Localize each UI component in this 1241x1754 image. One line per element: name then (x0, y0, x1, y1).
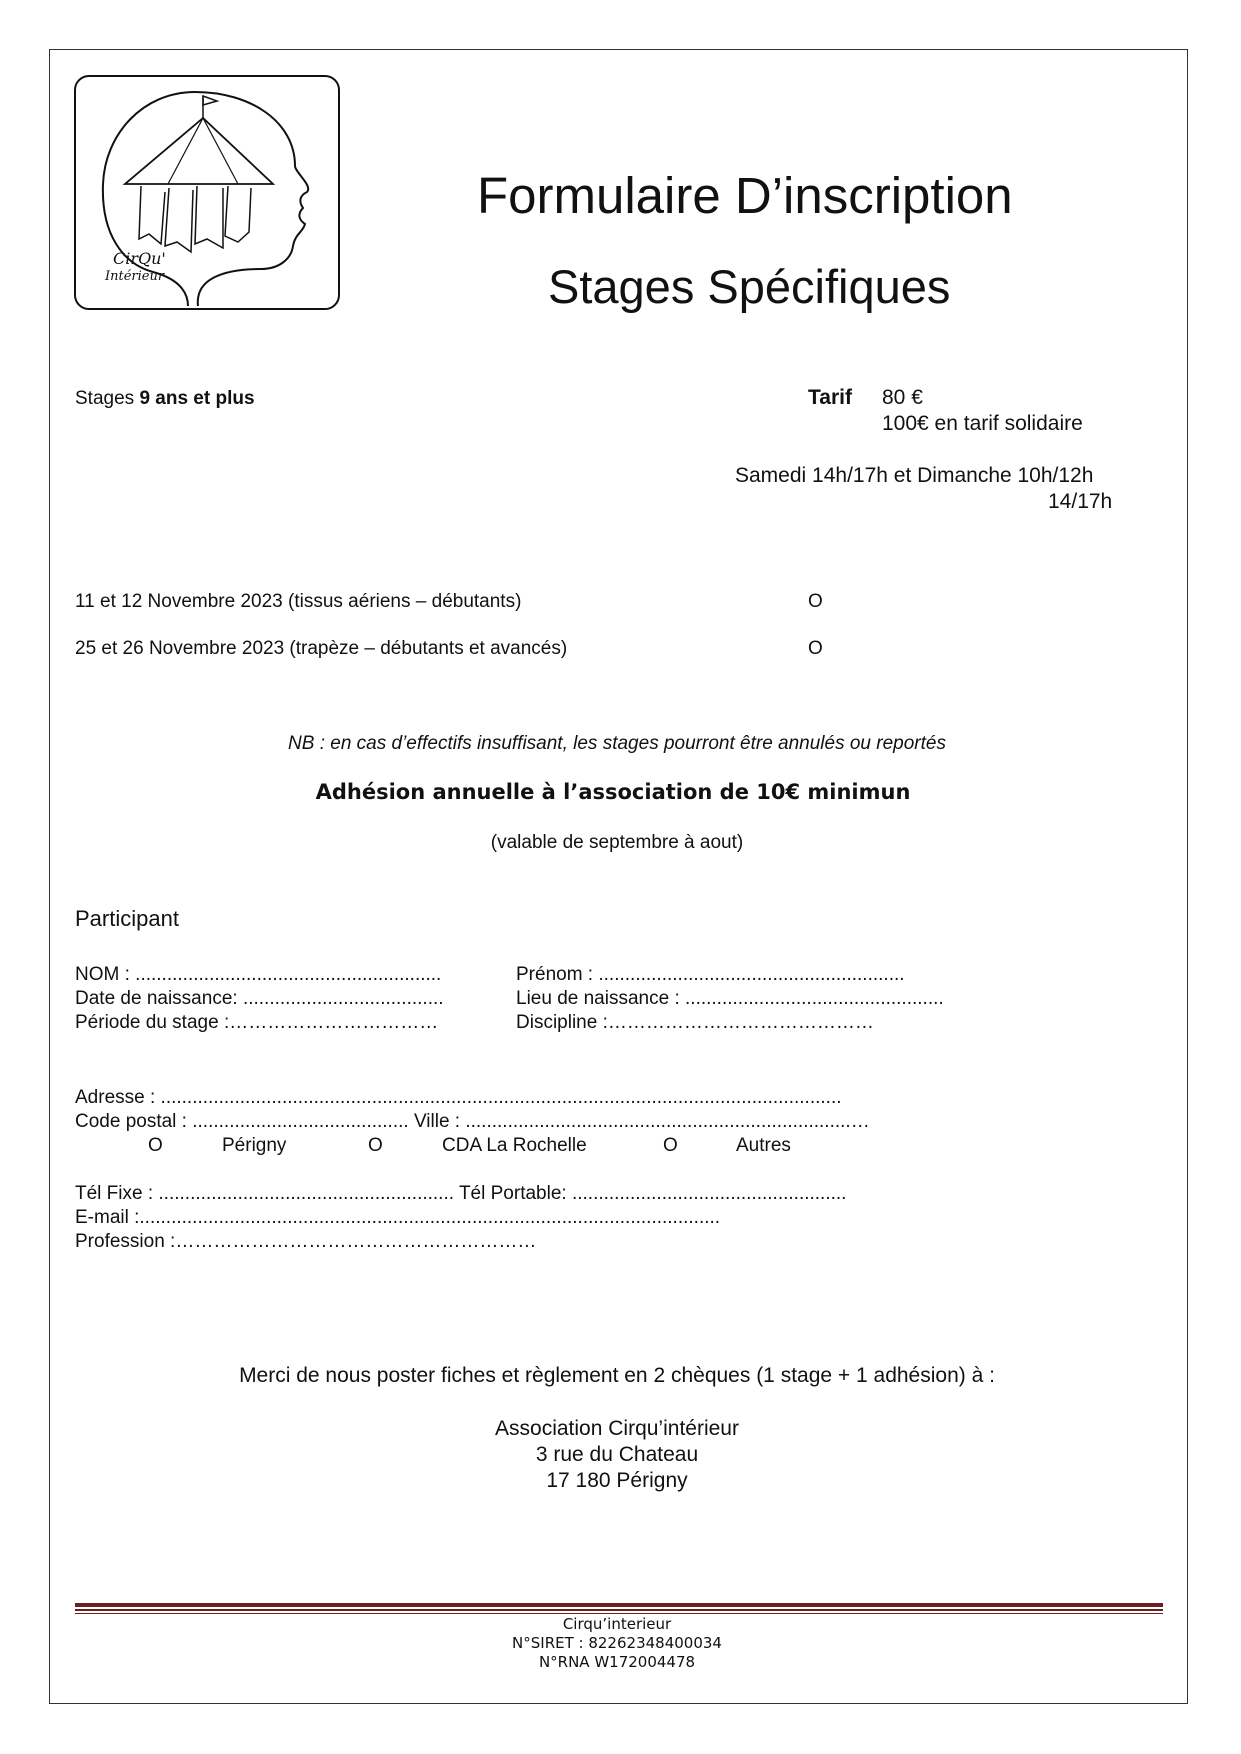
profession-field[interactable]: Profession :………………………………………………… (75, 1231, 537, 1252)
mailing-org: Association Cirqu’intérieur (495, 1417, 739, 1440)
email-field[interactable]: E-mail :.............................................................................................................. (75, 1207, 721, 1228)
stages-label: Stages (75, 388, 135, 409)
participant-heading: Participant (75, 906, 179, 931)
periode-field[interactable]: Période du stage :…………………………… (75, 1012, 439, 1033)
city-option-checkbox[interactable]: O (368, 1135, 383, 1156)
session-checkbox[interactable]: O (808, 638, 823, 659)
nb-note: NB : en cas d’effectifs insuffisant, les stages pourront être annulés ou reportés (288, 733, 946, 754)
schedule-line1: Samedi 14h/17h et Dimanche 10h/12h (735, 464, 1094, 487)
date-naissance-field[interactable]: Date de naissance: ...................................... (75, 988, 444, 1009)
discipline-field[interactable]: Discipline :…………………………………… (516, 1012, 874, 1033)
session-label: 11 et 12 Novembre 2023 (tissus aériens – débutants) (75, 591, 522, 612)
page-title: Formulaire D’inscription (477, 167, 1013, 224)
telephone-field[interactable]: Tél Fixe : ........................................................ Tél Portable: .................................................... (75, 1183, 847, 1204)
adresse-field[interactable]: Adresse : ................................................................................................................................. (75, 1087, 842, 1108)
schedule-line2: 14/17h (1048, 490, 1113, 513)
city-option-checkbox[interactable]: O (663, 1135, 678, 1156)
page-subtitle: Stages Spécifiques (548, 260, 951, 313)
tarif-price: 80 € (882, 386, 923, 409)
stages-age: 9 ans et plus (139, 388, 255, 409)
footer-siret: N°SIRET : 82262348400034 (512, 1634, 722, 1652)
city-option-checkbox[interactable]: O (148, 1135, 163, 1156)
mailing-city: 17 180 Périgny (546, 1469, 688, 1492)
footer-rule (75, 1609, 1163, 1611)
adhesion-note: Adhésion annuelle à l’association de 10€ minimun (315, 780, 911, 804)
tarif-label: Tarif (808, 386, 852, 409)
tarif-solidaire: 100€ en tarif solidaire (882, 412, 1083, 435)
lieu-naissance-field[interactable]: Lieu de naissance : ................................................. (516, 988, 944, 1009)
nom-field[interactable]: NOM : .......................................................... (75, 964, 442, 985)
prenom-field[interactable]: Prénom : .......................................................... (516, 964, 905, 985)
footer-rule (75, 1603, 1163, 1607)
mailing-instructions: Merci de nous poster fiches et règlement en 2 chèques (1 stage + 1 adhésion) à : (239, 1364, 995, 1387)
footer-rna: N°RNA W172004478 (538, 1653, 696, 1671)
footer-name: Cirqu’interieur (562, 1615, 672, 1633)
city-option-label: Périgny (222, 1135, 287, 1156)
mailing-street: 3 rue du Chateau (535, 1443, 699, 1466)
session-checkbox[interactable]: O (808, 591, 823, 612)
cirque-interieur-logo (73, 74, 343, 314)
session-label: 25 et 26 Novembre 2023 (trapèze – débutants et avancés) (75, 638, 568, 659)
code-postal-ville-field[interactable]: Code postal : ......................................... Ville : .........................................................................… (75, 1111, 870, 1132)
city-option-label: Autres (736, 1135, 791, 1156)
logo-text-line2: Intérieur (105, 269, 165, 284)
stages-line (75, 388, 255, 410)
footer-rule (75, 1613, 1163, 1614)
logo-text-line1: CirQu' (113, 249, 166, 268)
adhesion-validity: (valable de septembre à aout) (490, 832, 744, 853)
city-option-label: CDA La Rochelle (442, 1135, 587, 1156)
